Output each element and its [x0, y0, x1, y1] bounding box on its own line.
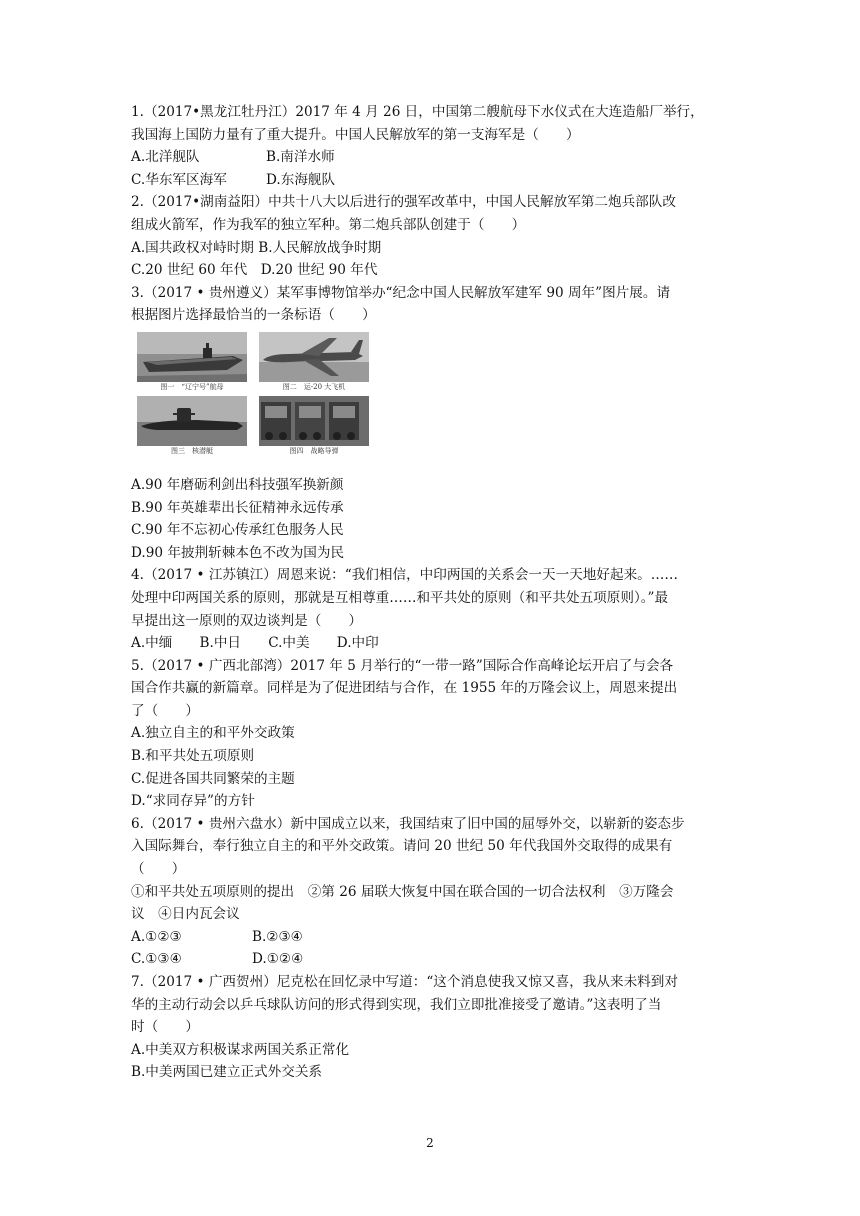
question-text: 3.（2017 • 贵州遵义）某军事博物馆举办“纪念中国人民解放军建军 90 周年”图片展。请	[131, 284, 671, 301]
question-text: 4.（2017 • 江苏镇江）周恩来说：“我们相信，中印两国的关系会一天一天地好起来。……	[131, 567, 678, 584]
question-text: 5.（2017 • 广西北部湾）2017 年 5 月举行的“一带一路”国际合作高峰论坛开启了与会各	[131, 657, 674, 674]
option-b: B.中美两国已建立正式外交关系	[131, 1064, 323, 1081]
figure-3	[137, 396, 247, 456]
question-text: 处理中印两国关系的原则，那就是互相尊重……和平共处的原则（和平共处五项原则）。”最	[131, 589, 669, 606]
question-text: 早提出这一原则的双边谈判是（ ）	[131, 612, 363, 629]
aircraft-carrier-icon	[137, 332, 247, 382]
figure-caption: 图三 核潜艇	[171, 446, 213, 455]
question-text: （ ）	[131, 861, 186, 878]
question-text: 时（ ）	[131, 1019, 199, 1036]
option-c: C.促进各国共同繁荣的主题	[131, 770, 295, 787]
question-5	[131, 655, 736, 813]
question-6	[131, 813, 736, 971]
figure-1	[137, 332, 247, 392]
option-c: C.①③④	[131, 951, 182, 968]
question-4	[131, 564, 736, 654]
figure-4	[259, 396, 369, 456]
option-d: D.90 年披荆斩棘本色不改为国为民	[131, 544, 345, 561]
option-b: B.②③④	[252, 928, 303, 945]
figure-2	[259, 332, 369, 392]
figure-grid	[137, 332, 736, 464]
question-text: 组成火箭军，作为我军的独立军种。第二炮兵部队创建于（ ）	[131, 216, 526, 233]
question-2	[131, 191, 736, 281]
option-row	[131, 146, 736, 169]
option-line: A.国共政权对峙时期 B.人民解放战争时期	[131, 239, 382, 256]
question-text: 华的主动行动会以乒乓球队访问的形式得到实现，我们立即批准接受了邀请。”这表明了当	[131, 996, 662, 1013]
option-line: C.20 世纪 60 年代 D.20 世纪 90 年代	[131, 262, 378, 279]
option-c: C.90 年不忘初心传承红色服务人民	[131, 522, 344, 539]
option-a: A.中美双方积极谋求两国关系正常化	[131, 1041, 350, 1058]
question-text: 我国海上国防力量有了重大提升。中国人民解放军的第一支海军是（ ）	[131, 126, 580, 143]
option-c: C.华东军区海军	[131, 171, 227, 188]
question-7	[131, 971, 736, 1084]
option-row	[131, 169, 736, 192]
figure-caption: 图四 战略导弹	[289, 446, 339, 455]
figure-caption: 图二 运-20 大飞机	[282, 382, 346, 391]
option-d: D.“求同存异”的方针	[131, 793, 255, 810]
option-line: A.中缅 B.中日 C.中美 D.中印	[131, 635, 379, 652]
submarine-icon	[137, 396, 247, 446]
option-a: A.①②③	[131, 928, 182, 945]
question-text: ①和平共处五项原则的提出 ②第 26 届联大恢复中国在联合国的一切合法权利 ③万隆会	[131, 883, 674, 900]
question-text: 议 ④日内瓦会议	[131, 906, 240, 923]
question-3	[131, 282, 736, 565]
option-row	[131, 948, 736, 971]
question-text: 6.（2017 • 贵州六盘水）新中国成立以来，我国结束了旧中国的屈辱外交，以崭新的姿态步	[131, 815, 685, 832]
option-b: B.南洋水师	[266, 149, 335, 166]
option-row	[131, 926, 736, 949]
option-b: B.和平共处五项原则	[131, 748, 255, 765]
option-a: A.90 年磨砺利剑出科技强军换新颜	[131, 476, 344, 493]
question-text: 根据图片选择最恰当的一条标语（ ）	[131, 307, 376, 324]
option-a: A.北洋舰队	[131, 149, 200, 166]
missile-trucks-icon	[259, 396, 369, 446]
option-b: B.90 年英雄辈出长征精神永远传承	[131, 499, 344, 516]
question-text: 国合作共赢的新篇章。同样是为了促进团结与合作，在 1955 年的万隆会议上，周恩来提出	[131, 680, 678, 697]
transport-plane-icon	[259, 332, 369, 382]
question-text: 2.（2017•湖南益阳）中共十八大以后进行的强军改革中，中国人民解放军第二炮兵部队改	[131, 194, 676, 211]
question-1	[131, 101, 736, 191]
question-text: 了（ ）	[131, 702, 199, 719]
figure-caption: 图一 “辽宁号”航母	[160, 382, 224, 391]
question-list	[131, 101, 736, 1084]
question-text: 入国际舞台，奉行独立自主的和平外交政策。请问 20 世纪 50 年代我国外交取得的成果有	[131, 838, 673, 855]
question-text: 1.（2017•黑龙江牡丹江）2017 年 4 月 26 日，中国第二艘航母下水仪式在大连造船厂举行，	[131, 104, 704, 120]
option-a: A.独立自主的和平外交政策	[131, 725, 295, 742]
option-d: D.①②④	[252, 951, 304, 968]
option-d: D.东海舰队	[266, 171, 336, 188]
page-number: 2	[426, 1136, 434, 1150]
question-text: 7.（2017 • 广西贺州）尼克松在回忆录中写道：“这个消息使我又惊又喜，我从来未料到对	[131, 974, 678, 990]
